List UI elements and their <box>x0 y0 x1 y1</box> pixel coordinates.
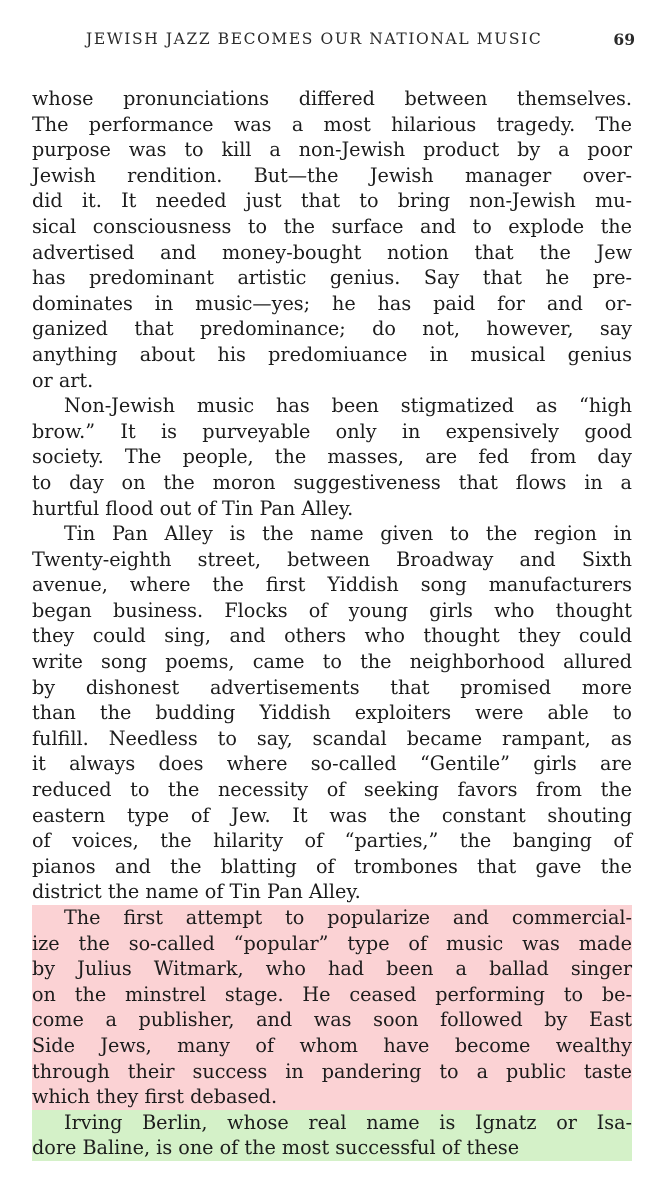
text-line: of voices, the hilarity of “parties,” the banging of <box>32 829 632 853</box>
text-line: come a publisher, and was soon followed by East <box>32 1008 632 1032</box>
text-line: purpose was to kill a non-Jewish product by a poor <box>32 138 632 162</box>
text-line: which they first debased. <box>32 1084 632 1110</box>
text-line: dominates in music—yes; he has paid for and or- <box>32 291 632 315</box>
text-line: has predominant artistic genius. Say that he pre- <box>32 266 632 290</box>
text-line: fulfill. Needless to say, scandal became rampant, as <box>32 726 632 750</box>
paragraph <box>32 393 632 521</box>
body-text <box>32 86 632 1161</box>
text-line: ize the so-called “popular” type of music was made <box>32 931 632 955</box>
text-line: avenue, where the first Yiddish song manufacturers <box>32 573 632 597</box>
chapter-title: JEWISH JAZZ BECOMES OUR NATIONAL MUSIC <box>86 30 543 48</box>
text-line: ganized that predominance; do not, however, say <box>32 317 632 341</box>
text-line: or art. <box>32 368 94 392</box>
text-line: by dishonest advertisements that promised more <box>32 675 632 699</box>
text-line: it always does where so-called “Gentile” girls are <box>32 752 632 776</box>
text-line: Tin Pan Alley is the name given to the region in <box>64 522 632 546</box>
text-line: society. The people, the masses, are fed from day <box>32 445 632 469</box>
text-line: on the minstrel stage. He ceased performing to be- <box>32 982 632 1006</box>
text-line: than the budding Yiddish exploiters were able to <box>32 701 632 725</box>
text-line: dore Baline, is one of the most successful of these <box>32 1135 632 1161</box>
text-line: they could sing, and others who thought they could <box>32 624 632 648</box>
text-line: did it. It needed just that to bring non-Jewish mu- <box>32 189 632 213</box>
text-line: write song poems, came to the neighborhood allured <box>32 650 632 674</box>
text-line: Side Jews, many of whom have become wealthy <box>32 1033 632 1057</box>
running-head <box>30 24 635 54</box>
text-line: reduced to the necessity of seeking favors from the <box>32 778 632 802</box>
text-line: through their success in pandering to a public taste <box>32 1059 632 1083</box>
text-line: pianos and the blatting of trombones that gave the <box>32 854 632 878</box>
text-line: by Julius Witmark, who had been a ballad singer <box>32 957 632 981</box>
paragraph <box>32 1110 632 1161</box>
text-line: anything about his predomiuance in musical genius <box>32 342 632 366</box>
text-line: Twenty-eighth street, between Broadway and Sixth <box>32 547 632 571</box>
page-number: 69 <box>613 30 635 49</box>
paragraph <box>32 905 632 1110</box>
text-line: hurtful flood out of Tin Pan Alley. <box>32 496 354 520</box>
text-line: began business. Flocks of young girls who thought <box>32 598 632 622</box>
text-line: eastern type of Jew. It was the constant shouting <box>32 803 632 827</box>
text-line: The first attempt to popularize and commercial- <box>32 905 632 931</box>
paragraph <box>32 86 632 393</box>
text-line: brow.” It is purveyable only in expensively good <box>32 419 632 443</box>
text-line: Jewish rendition. But—the Jewish manager over- <box>32 163 632 187</box>
paragraph <box>32 521 632 905</box>
text-line: advertised and money-bought notion that the Jew <box>32 240 632 264</box>
text-line: The performance was a most hilarious tragedy. The <box>32 112 632 136</box>
text-line: Irving Berlin, whose real name is Ignatz or Isa- <box>32 1110 632 1136</box>
text-line: district the name of Tin Pan Alley. <box>32 880 361 904</box>
text-line: Non-Jewish music has been stigmatized as “high <box>64 394 632 418</box>
text-line: to day on the moron suggestiveness that flows in a <box>32 470 632 494</box>
text-line: whose pronunciations differed between themselves. <box>32 87 632 110</box>
text-line: sical consciousness to the surface and to explode the <box>32 214 632 238</box>
